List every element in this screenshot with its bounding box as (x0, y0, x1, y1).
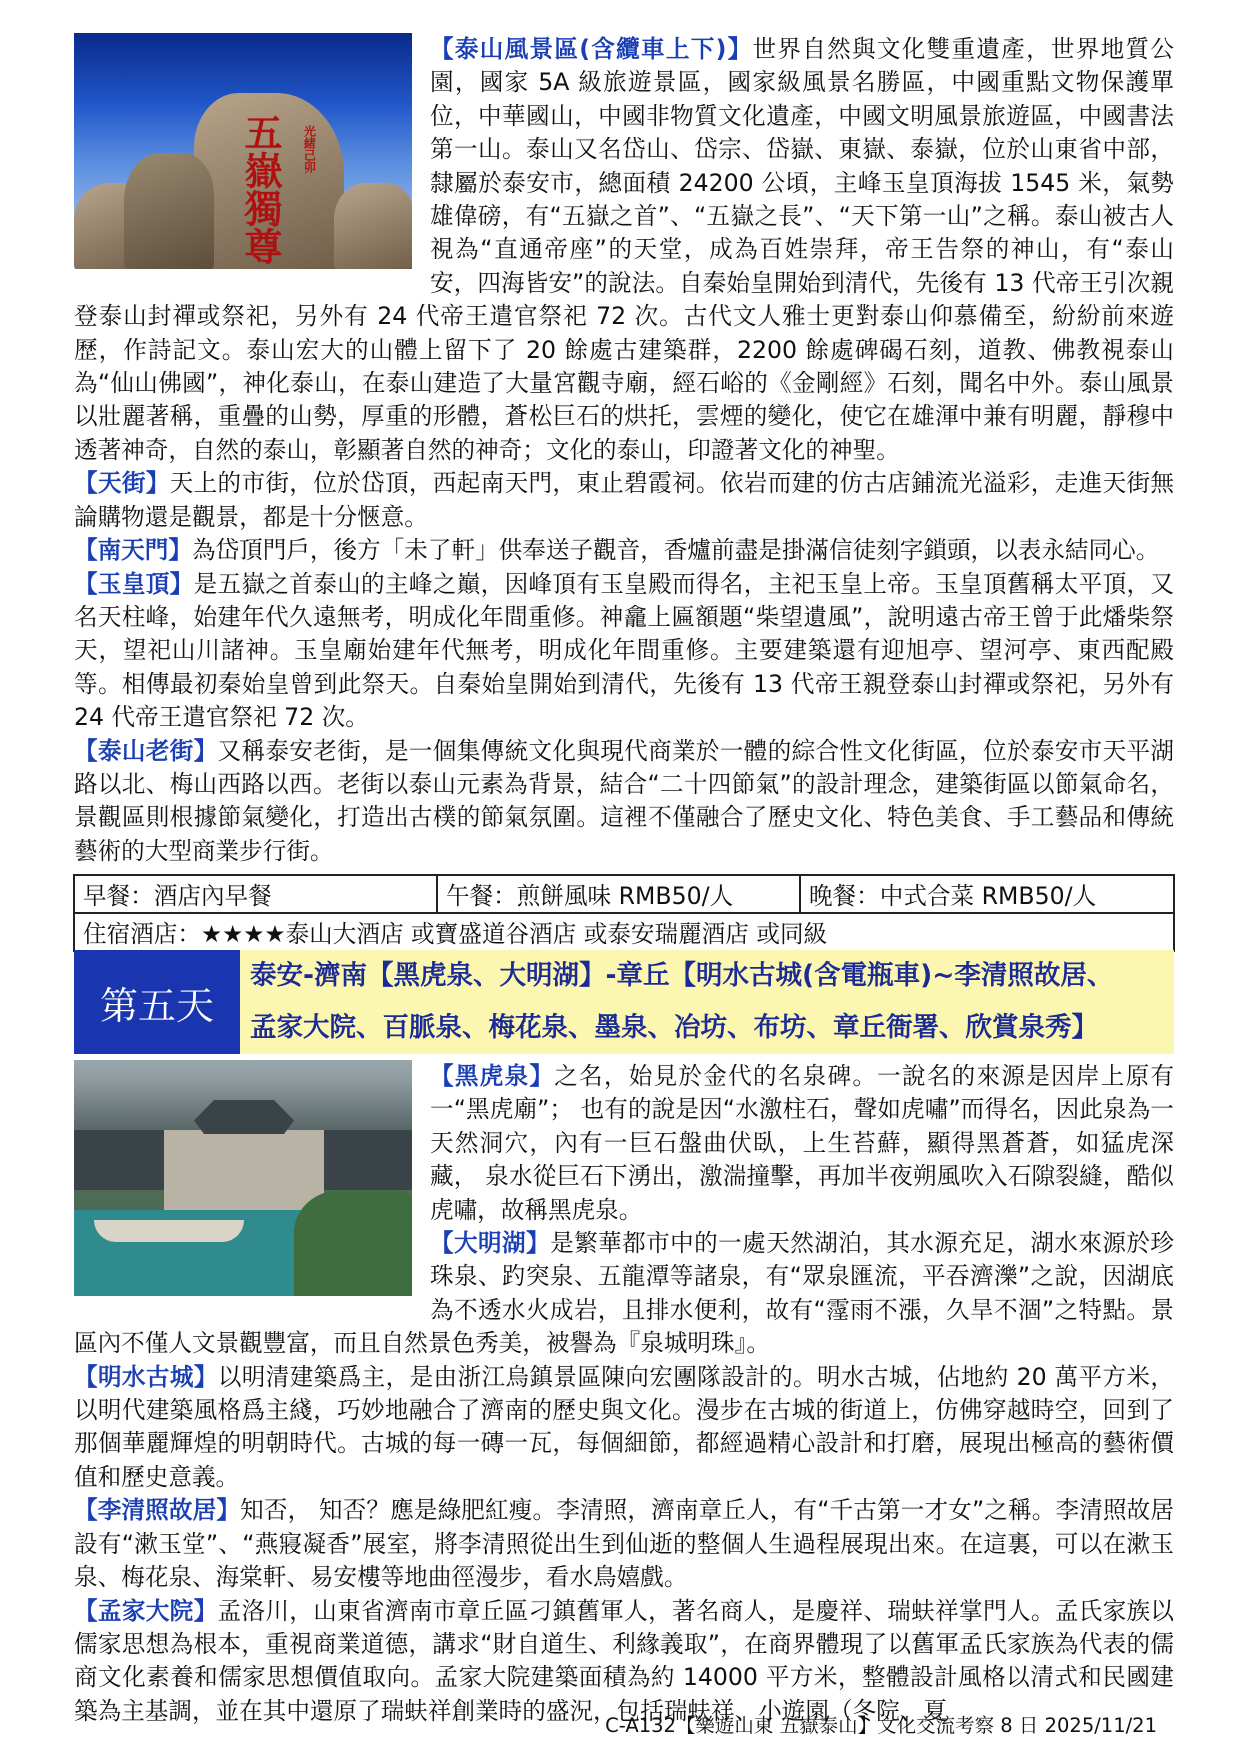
breakfast-cell: 早餐：酒店內早餐 (74, 875, 437, 913)
mengjia-body: 孟洛川，山東省濟南市章丘區刁鎮舊軍人，著名商人，是慶祥、瑞蚨祥掌門人。孟氏家族以儒家思想為根本，重視商業道德，講求“財自道生、利緣義取”，在商界體現了以舊軍孟氏家族為代表的儒商文化素養和儒家思想價值取向。孟家大院建築面積為約 14000 平方米，整體設計風格以清式和民國建築為主基調，並在其中還原了瑞蚨祥創業時的盛況，包括瑞蚨祥、小遊園（冬院、夏 (74, 1596, 1175, 1725)
yuhuangding-paragraph (74, 568, 1174, 735)
mingshui-town-photo (74, 1060, 412, 1296)
day-label: 第五天 (74, 950, 240, 1054)
mengjia-title: 【孟家大院】 (74, 1596, 218, 1625)
carving-text: 五嶽獨尊 (238, 113, 283, 265)
nantianmen-paragraph (74, 534, 1174, 567)
dinner-cell: 晚餐：中式合菜 RMB50/人 (800, 875, 1174, 913)
day-title (240, 950, 1174, 1054)
tianjie-paragraph (74, 467, 1174, 534)
laojie-body: 又稱泰安老街，是一個集傳統文化與現代商業於一體的綜合性文化街區，位於泰安市天平湖路以北、梅山西路以西。老街以泰山元素為背景，結合“二十四節氣”的設計理念，建築街區以節氣命名，景觀區則根據節氣變化，打造出古樸的節氣氛圍。這裡不僅融合了歷史文化、特色美食、手工藝品和傳統藝術的大型商業步行街。 (74, 736, 1175, 865)
nantianmen-body: 為岱頂門戶，後方「未了軒」供奉送子觀音，香爐前盡是掛滿信徒刻字鎖頭，以表永結同心。 (191, 536, 1160, 565)
laojie-paragraph (74, 735, 1174, 869)
day-header (74, 950, 1174, 1054)
laojie-title: 【泰山老街】 (74, 736, 218, 765)
carving-small-text: 光緒己卯 (302, 125, 317, 173)
yuhuangding-title: 【玉皇頂】 (74, 569, 194, 598)
mingshui-title: 【明水古城】 (74, 1362, 218, 1391)
jinan-section (74, 1060, 1174, 1728)
day-title-line2: 孟家大院、百脈泉、梅花泉、墨泉、冶坊、布坊、章丘衙署、欣賞泉秀】 (250, 1012, 1098, 1043)
tianjie-title: 【天街】 (74, 469, 170, 498)
tianjie-body: 天上的市街，位於岱頂，西起南天門，東止碧霞祠。依岩而建的仿古店鋪流光溢彩，走進天街無論購物還是觀景，都是十分愜意。 (74, 469, 1175, 531)
liqingzhao-title: 【李清照故居】 (74, 1496, 241, 1525)
mingshui-paragraph (74, 1361, 1174, 1495)
taishan-section (74, 33, 1174, 868)
heihuquan-body: 之名，始見於金代的名泉碑。一說名的來源是因岸上原有一“黑虎廟”； 也有的說是因“水激柱石，聲如虎嘯”而得名，因此泉為一天然洞穴，內有一巨石盤曲伏臥，上生苔蘚，顯得黑蒼蒼，如猛虎深藏， 泉水從巨石下湧出，激湍撞擊，再加半夜朔風吹入石隙裂縫，酷似虎嘯，故稱黑虎泉。 (430, 1062, 1175, 1224)
meal-table (73, 874, 1175, 952)
mingshui-body: 以明清建築爲主，是由浙江烏鎮景區陳向宏團隊設計的。明水古城，佔地約 20 萬平方米，以明代建築風格爲主綫，巧妙地融合了濟南的歷史與文化。漫步在古城的街道上，仿佛穿越時空，回到了那個華麗輝煌的明朝時代。古城的每一磚一瓦，每個細節，都經過精心設計和打磨，展現出極高的藝術價值和歷史意義。 (74, 1362, 1174, 1491)
liqingzhao-paragraph (74, 1494, 1174, 1594)
meal-row (74, 875, 1174, 913)
hotel-cell: 住宿酒店：★★★★泰山大酒店 或寶盛道谷酒店 或泰安瑞麗酒店 或同級 (74, 913, 1174, 951)
taishan-body: 世界自然與文化雙重遺產，世界地質公園，國家 5A 級旅遊景區，國家級風景名勝區，中國重點文物保護單位，中華國山，中國非物質文化遺產，中國文明風景旅遊區，中國書法第一山。泰山又名岱山、岱宗、岱嶽、東嶽、泰嶽，位於山東省中部，隸屬於泰安市，總面積 24200 公頃，主峰玉皇頂海拔 1545 米，氣勢雄偉磅，有“五嶽之首”、“五嶽之長”、“天下第一山”之稱。泰山被古人視為“直通帝座”的天堂，成為百姓崇拜，帝王告祭的神山，有“泰山安，四海皆安”的說法。自秦始皇開始到清代，先後有 13 代帝王引次親登泰山封禪或祭祀，另外有 24 代帝王遣官祭祀 72 次。古代文人雅士更對泰山仰慕備至，紛紛前來遊歷，作詩記文。泰山宏大的山體上留下了 20 餘處古建築群，2200 餘處碑碣石刻，道教、佛教視泰山為“仙山佛國”，神化泰山，在泰山建造了大量宮觀寺廟，經石峪的《金剛經》石刻，聞名中外。泰山風景以壯麗著稱，重疊的山勢，厚重的形體，蒼松巨石的烘托，雲煙的變化，使它在雄渾中兼有明麗，靜穆中透著神奇，自然的泰山，彰顯著自然的神奇；文化的泰山，印證著文化的神聖。 (74, 35, 1174, 464)
day-title-line1: 泰安-濟南【黑虎泉、大明湖】-章丘【明水古城(含電瓶車)~李清照故居、 (250, 960, 1114, 991)
daminghu-title: 【大明湖】 (430, 1229, 551, 1258)
yuhuangding-body: 是五嶽之首泰山的主峰之巔，因峰頂有玉皇殿而得名，主祀玉皇上帝。玉皇頂舊稱太平頂，又名天柱峰，始建年代久遠無考，明成化年間重修。神龕上匾額題“柴望遺風”，說明遠古帝王曾于此燔柴祭天，望祀山川諸神。玉皇廟始建年代無考，明成化年間重修。主要建築還有迎旭亭、望河亭、東西配殿等。相傳最初秦始皇曾到此祭天。自秦始皇開始到清代，先後有 13 代帝王親登泰山封禪或祭祀，另外有 24 代帝王遣官祭祀 72 次。 (74, 569, 1175, 732)
hotel-row (74, 913, 1174, 951)
mengjia-paragraph (74, 1595, 1174, 1729)
page-footer: C-A132【樂遊山東 五嶽泰山】文化交流考察 8 日 2025/11/21 (605, 1714, 1157, 1737)
daminghu-body: 是繁華都市中的一處天然湖泊，其水源充足，湖水來源於珍珠泉、趵突泉、五龍潭等諸泉，有“眾泉匯流，平吞濟濼”之說，因湖底為不透水火成岩，且排水便利，故有“霪雨不漲，久旱不涸”之特點。景區內不僅人文景觀豐富，而且自然景色秀美，被譽為『泉城明珠』。 (74, 1229, 1175, 1358)
lunch-cell: 午餐：煎餅風味 RMB50/人 (437, 875, 800, 913)
taishan-title: 【泰山風景區(含纜車上下)】 (430, 35, 753, 63)
taishan-photo (74, 33, 412, 269)
nantianmen-title: 【南天門】 (74, 536, 192, 565)
liqingzhao-body: 知否， 知否？應是綠肥紅瘦。李清照，濟南章丘人，有“千古第一才女”之稱。李清照故居設有“漱玉堂”、“燕寢凝香”展室，將李清照從出生到仙逝的整個人生過程展現出來。在這裏，可以在漱玉泉、梅花泉、海棠軒、易安樓等地曲徑漫步，看水鳥嬉戲。 (74, 1496, 1175, 1592)
heihuquan-title: 【黑虎泉】 (430, 1062, 555, 1090)
